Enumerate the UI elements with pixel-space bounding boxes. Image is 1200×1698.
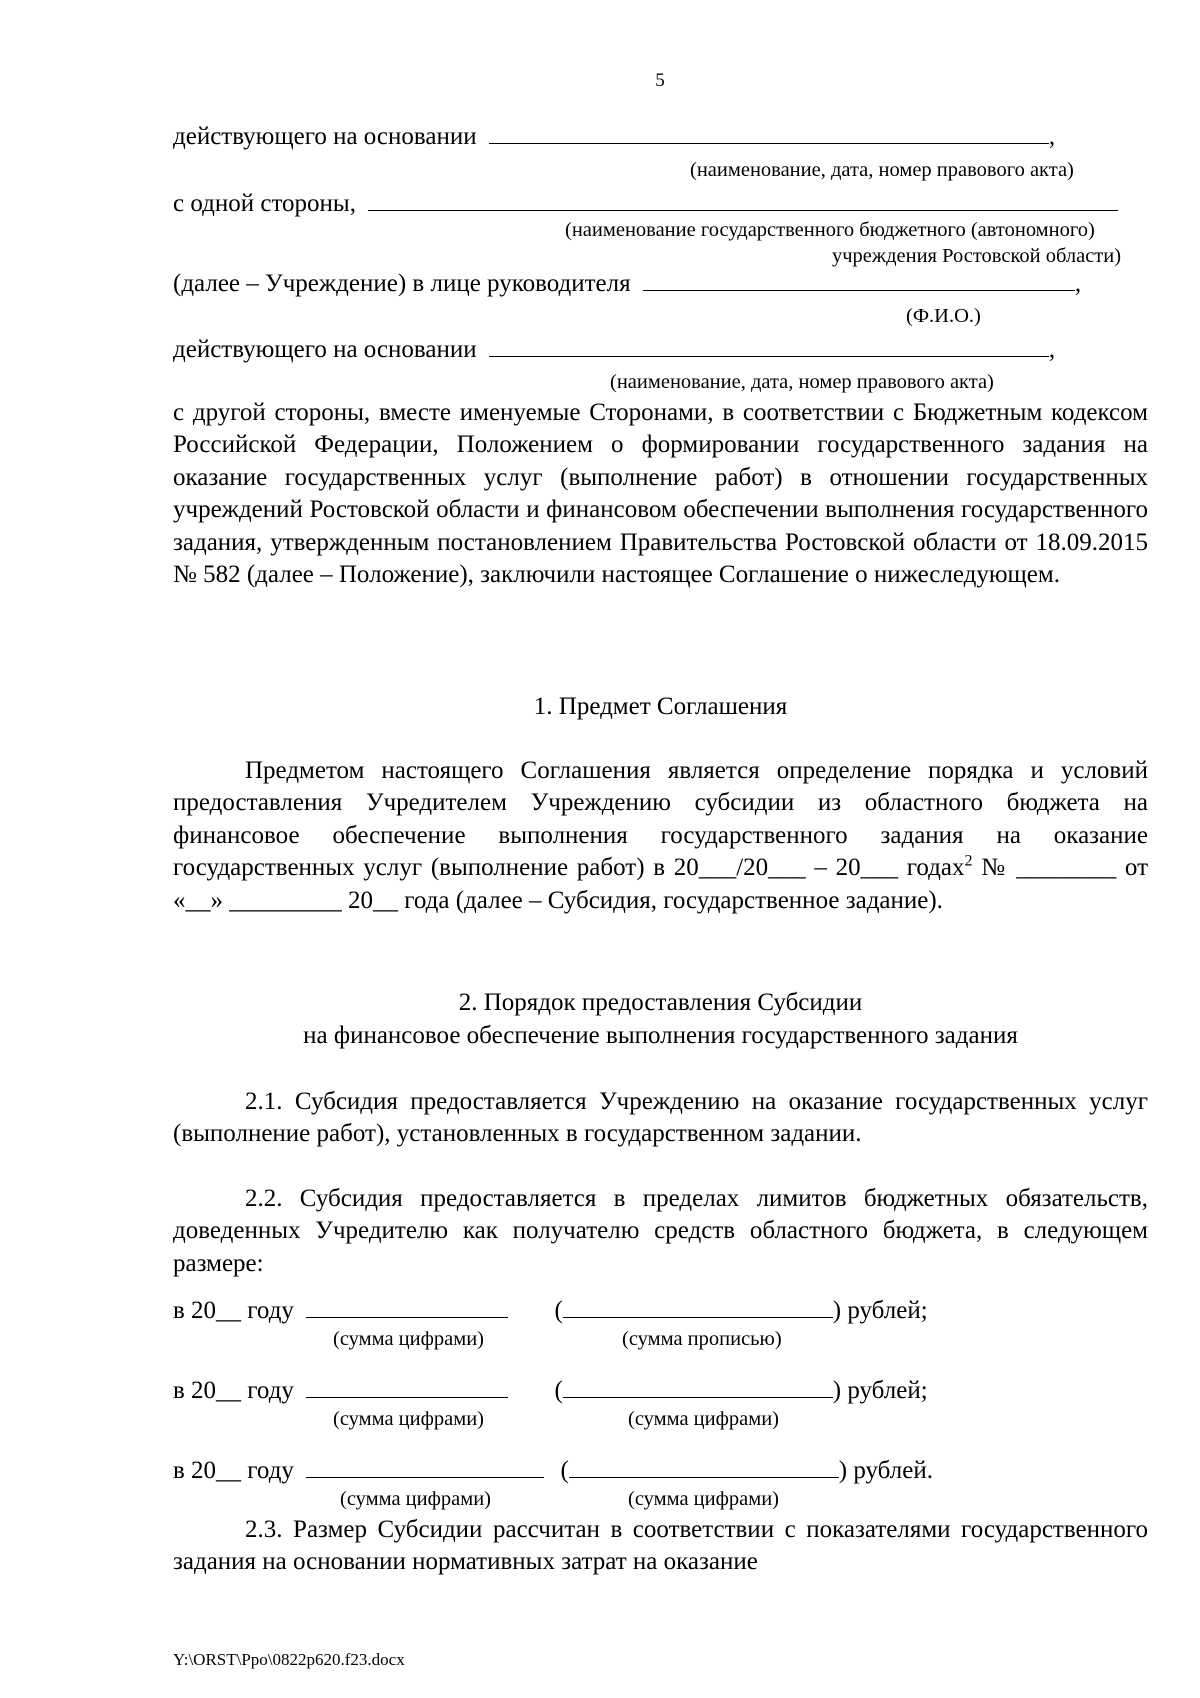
intro-paragraph: с другой стороны, вместе именуемые Сторонами, в соответствии с Бюджетным кодексом Российской Федерации, Положением о формировании государственного задания на оказание государственных услуг (выполнение работ) в отношении государственных учреждений Ростовской области и финансовом обеспечении выполнения государственного задания, утвержденным постановлением Правительства Ростовской области от 18.09.2015 № 582 (далее – Положение), заключили настоящее Соглашение о нижеследующем. — [173, 399, 1148, 589]
paragraph-2-1: 2.1. Субсидия предоставляется Учреждению на оказание государственных услуг (выполнение работ), установленных в государственном задании. — [173, 1088, 1148, 1148]
blank-field — [368, 188, 1118, 211]
amount-row — [173, 1454, 933, 1487]
rubles-label: ) рублей. — [838, 1457, 933, 1484]
amount-row — [173, 1294, 928, 1327]
section-1-title: 1. Предмет Соглашения — [533, 693, 788, 720]
rubles-label: ) рублей; — [832, 1297, 928, 1324]
amount-digits-field — [306, 1455, 544, 1478]
caption-sum-words: (сумма прописью) — [622, 1328, 782, 1350]
year-label: в 20__ году — [173, 1457, 294, 1484]
caption-legal-act: (наименование, дата, номер правового акта) — [690, 159, 1074, 181]
section-1-text: Предметом настоящего Соглашения является определение порядка и условий предоставления Учредителем Учреждению субсидии из областного бюджета на финансовое обеспечение выполнения государственного задания на оказание государственных услуг (выполнение работ) в 20___/20___ – 20___ годах — [173, 757, 1148, 882]
open-paren: ( — [560, 1457, 569, 1484]
year-label: в 20__ году — [173, 1377, 294, 1404]
section-1-tail: № ________ от «__» _________ 20__ года (далее – Субсидия, государственное задание). — [173, 854, 1148, 914]
amount-words-field — [569, 1455, 839, 1478]
caption-sum-digits: (сумма цифрами) — [333, 1328, 485, 1350]
year-label: в 20__ году — [173, 1297, 294, 1324]
amount-digits-field — [306, 1295, 508, 1318]
paragraph-2-3: 2.3. Размер Субсидии рассчитан в соответствии с показателями государственного задания на основании нормативных затрат на оказание — [173, 1516, 1148, 1576]
amount-row — [173, 1374, 928, 1407]
caption-sum-digits-2: (сумма цифрами) — [628, 1488, 780, 1510]
institution-head-line — [173, 267, 1148, 300]
comma: , — [1048, 336, 1056, 363]
acting-basis-line-2 — [173, 333, 1148, 366]
footnote-mark: 2 — [964, 852, 973, 870]
acting-basis-label: действующего на основании — [173, 123, 477, 150]
one-side-line — [173, 187, 1148, 220]
one-side-label: с одной стороны, — [173, 190, 356, 217]
comma: , — [1048, 123, 1056, 150]
page-number: 5 — [655, 70, 665, 91]
blank-field — [489, 121, 1049, 144]
amount-words-field — [563, 1295, 833, 1318]
section-1-paragraph — [173, 755, 1148, 917]
caption-fio: (Ф.И.О.) — [906, 305, 981, 327]
amount-words-field — [563, 1375, 833, 1398]
blank-field — [643, 268, 1075, 291]
amount-digits-field — [306, 1375, 508, 1398]
footer-file-path: Y:\ORST\Ppo\0822p620.f23.docx — [173, 1650, 405, 1669]
caption-sum-digits: (сумма цифрами) — [333, 1408, 485, 1430]
blank-field — [489, 334, 1049, 357]
rubles-label: ) рублей; — [832, 1377, 928, 1404]
comma: , — [1074, 270, 1082, 297]
section-2-title-line-1: 2. Порядок предоставления Субсидии — [458, 989, 863, 1016]
paragraph-2-2: 2.2. Субсидия предоставляется в пределах лимитов бюджетных обязательств, доведенных Учредителю как получателю средств областного бюджета, в следующем размере: — [173, 1185, 1148, 1277]
hereinafter-label: (далее – Учреждение) в лице руководителя — [173, 270, 631, 297]
caption-legal-act-2: (наименование, дата, номер правового акта) — [610, 371, 994, 393]
caption-sum-digits-2: (сумма цифрами) — [628, 1408, 780, 1430]
acting-basis-label: действующего на основании — [173, 336, 477, 363]
caption-institution-1: (наименование государственного бюджетного (автономного) — [565, 219, 1095, 241]
caption-sum-digits: (сумма цифрами) — [340, 1488, 492, 1510]
acting-basis-line-1 — [173, 120, 1148, 153]
open-paren: ( — [554, 1297, 563, 1324]
caption-institution-2: учреждения Ростовской области) — [832, 245, 1122, 267]
section-2-title-line-2: на финансовое обеспечение выполнения государственного задания — [303, 1022, 1018, 1049]
open-paren: ( — [554, 1377, 563, 1404]
